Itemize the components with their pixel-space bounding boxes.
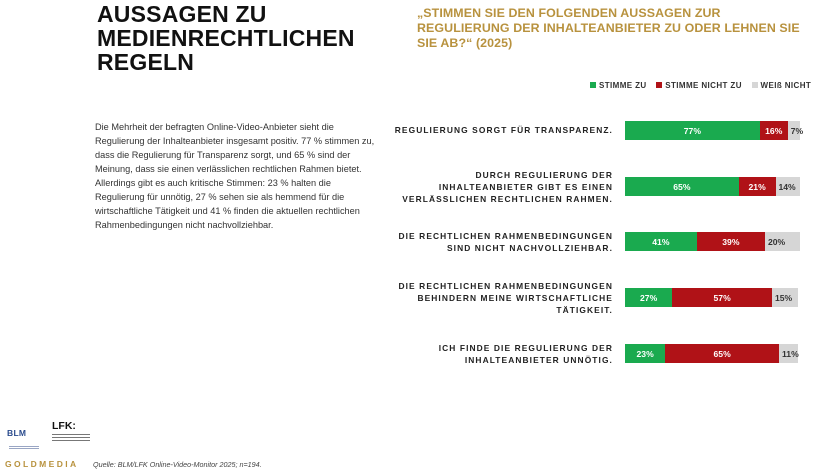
lfk-logo-subline bbox=[52, 434, 90, 443]
bar-segment-dontknow-3 bbox=[765, 232, 800, 251]
category-label-unnecessary: ICH FINDE DIE REGULIERUNG DER INHALTEANBIETER UNNÖTIG. bbox=[438, 343, 613, 365]
data-label-disagree-5: 65% bbox=[713, 348, 731, 359]
legend-item-agree bbox=[590, 81, 647, 90]
blm-logo-subline bbox=[9, 446, 39, 452]
blm-logo bbox=[7, 428, 37, 450]
bar-segment-disagree-4 bbox=[672, 288, 772, 307]
data-label-disagree-1: 16% bbox=[765, 125, 783, 136]
data-label-dontknow-2: 14% bbox=[778, 181, 796, 192]
source-note: Quelle: BLM/LFK Online-Video-Monitor 2025; n=194. bbox=[93, 460, 262, 469]
bar-segment-disagree-3 bbox=[697, 232, 765, 251]
legend-swatch-disagree bbox=[656, 82, 662, 88]
legend-item-disagree bbox=[656, 81, 742, 90]
data-label-dontknow-3: 20% bbox=[768, 236, 786, 247]
bar-segment-dontknow-4 bbox=[772, 288, 798, 307]
bar-segment-disagree-2 bbox=[739, 177, 776, 196]
blm-logo-text: BLM bbox=[7, 428, 27, 438]
summary-text: Die Mehrheit der befragten Online-Video-Anbieter sieht die Regulierung der Inhalteanbieter insgesamt positiv. 77 % stimmen zu, dass die Regulierung für Transparenz sorgt, und 65 % sind der Meinung, dass sie einen verlässlichen rechtlichen Rahmen bietet. Allerdings gibt es auch kritische Stimmen: 23 % halten die Regulierung für unnötig, 27 % sehen sie als hemmend für die wirtschaftliche Tätigkeit und 41 % finden die aktuellen rechtlichen Rahmenbedingungen nicht nachvollziehbar. bbox=[95, 122, 375, 230]
legend-item-dontknow bbox=[752, 81, 812, 90]
bar-segment-agree-4 bbox=[625, 288, 672, 307]
goldmedia-logo: GOLDMEDIA bbox=[5, 459, 79, 469]
data-label-agree-1: 77% bbox=[683, 125, 701, 136]
page-title: AUSSAGEN ZU MEDIENRECHTLICHEN REGELN bbox=[97, 1, 355, 75]
bar-segment-disagree-5 bbox=[665, 344, 779, 363]
data-label-agree-3: 41% bbox=[652, 236, 670, 247]
bar-segment-agree-5 bbox=[625, 344, 665, 363]
legend-swatch-dontknow bbox=[752, 82, 758, 88]
data-label-dontknow-4: 15% bbox=[775, 292, 793, 303]
data-label-disagree-2: 21% bbox=[748, 181, 766, 192]
lfk-logo-text: LFK: bbox=[52, 420, 76, 432]
legend-label-agree: STIMME ZU bbox=[599, 81, 647, 90]
data-label-agree-2: 65% bbox=[673, 181, 691, 192]
bar-segment-agree-2 bbox=[625, 177, 739, 196]
category-label-not-comprehensible: DIE RECHTLICHEN RAHMENBEDINGUNGEN SIND NICHT NACHVOLLZIEHBAR. bbox=[398, 231, 613, 253]
bar-segment-agree-3 bbox=[625, 232, 697, 251]
bar-segment-disagree-1 bbox=[760, 121, 788, 140]
data-label-agree-4: 27% bbox=[640, 292, 658, 303]
data-label-agree-5: 23% bbox=[636, 348, 654, 359]
legend-label-disagree: STIMME NICHT ZU bbox=[665, 81, 742, 90]
bar-segment-dontknow-5 bbox=[779, 344, 798, 363]
legend-swatch-agree bbox=[590, 82, 596, 88]
bar-segment-dontknow-1 bbox=[788, 121, 804, 140]
data-label-disagree-4: 57% bbox=[713, 292, 731, 303]
data-label-disagree-3: 39% bbox=[722, 236, 740, 247]
bar-segment-dontknow-2 bbox=[776, 177, 801, 196]
legend-label-dontknow: WEIß NICHT bbox=[760, 81, 812, 90]
chart-question: „STIMMEN SIE DEN FOLGENDEN AUSSAGEN ZUR REGULIERUNG DER INHALTEANBIETER ZU ODER LEHNEN SIE SIE AB?“ (2025) bbox=[417, 6, 800, 50]
data-label-dontknow-5: 11% bbox=[782, 348, 799, 359]
chart-legend bbox=[590, 81, 812, 93]
category-label-hinder-business: DIE RECHTLICHEN RAHMENBEDINGUNGEN BEHINDERN MEINE WIRTSCHAFTLICHE TÄTIGKEIT. bbox=[398, 281, 613, 315]
data-label-dontknow-1: 7% bbox=[790, 125, 804, 136]
bar-segment-agree-1 bbox=[625, 121, 760, 140]
category-label-transparency: REGULIERUNG SORGT FÜR TRANSPARENZ. bbox=[394, 125, 613, 135]
category-label-reliable-framework: DURCH REGULIERUNG DER INHALTEANBIETER GIBT ES EINEN VERLÄSSLICHEN RECHTLICHEN RAHMEN. bbox=[402, 170, 613, 204]
lfk-logo bbox=[52, 420, 92, 450]
